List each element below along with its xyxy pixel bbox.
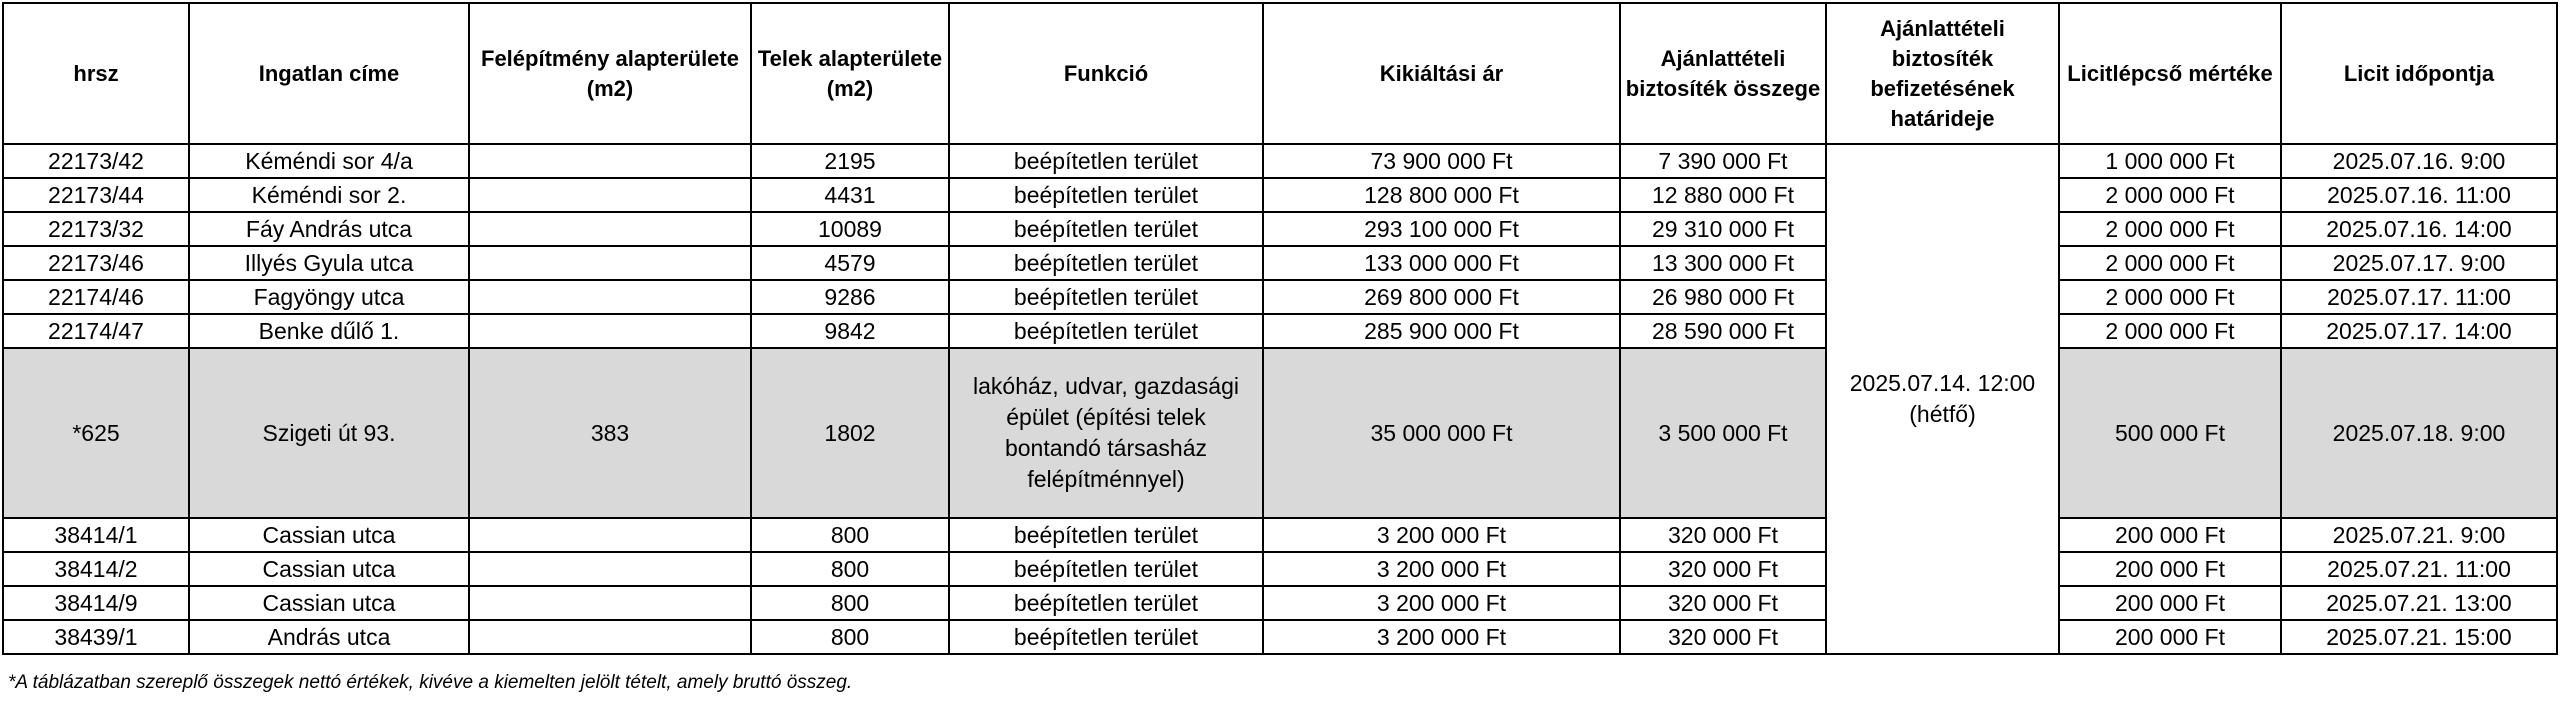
cell-starting-price: 3 200 000 Ft [1263,586,1620,620]
cell-auction-time: 2025.07.16. 9:00 [2281,144,2557,178]
cell-deposit: 320 000 Ft [1620,552,1826,586]
cell-auction-time: 2025.07.21. 15:00 [2281,620,2557,654]
cell-deposit: 29 310 000 Ft [1620,212,1826,246]
cell-bid-step: 2 000 000 Ft [2059,246,2281,280]
table-row [3,178,2557,212]
table-row [3,314,2557,348]
cell-address: Fáy András utca [189,212,469,246]
cell-address: Cassian utca [189,586,469,620]
cell-deposit-deadline: 2025.07.14. 12:00 (hétfő) [1826,144,2059,654]
table-row [3,620,2557,654]
cell-starting-price: 128 800 000 Ft [1263,178,1620,212]
cell-bid-step: 1 000 000 Ft [2059,144,2281,178]
table-row [3,144,2557,178]
cell-bid-step: 500 000 Ft [2059,348,2281,518]
cell-address: Illyés Gyula utca [189,246,469,280]
col-header-function: Funkció [949,3,1263,144]
cell-address: András utca [189,620,469,654]
cell-hrsz: 38414/2 [3,552,189,586]
cell-hrsz: 22173/42 [3,144,189,178]
cell-auction-time: 2025.07.16. 11:00 [2281,178,2557,212]
cell-bid-step: 2 000 000 Ft [2059,212,2281,246]
cell-function: lakóház, udvar, gazdasági épület (építési telek bontandó társasház felépítménnyel) [949,348,1263,518]
cell-plot-area: 800 [751,620,949,654]
cell-hrsz: 38439/1 [3,620,189,654]
cell-address: Cassian utca [189,552,469,586]
cell-starting-price: 73 900 000 Ft [1263,144,1620,178]
cell-auction-time: 2025.07.21. 13:00 [2281,586,2557,620]
cell-building-area [469,314,751,348]
cell-starting-price: 3 200 000 Ft [1263,518,1620,552]
header-row [3,3,2557,144]
cell-function: beépítetlen terület [949,212,1263,246]
footnote: *A táblázatban szereplő összegek nettó értékek, kivéve a kiemelten jelölt tételt, amely bruttó összeg. [8,672,853,693]
cell-starting-price: 3 200 000 Ft [1263,552,1620,586]
cell-starting-price: 3 200 000 Ft [1263,620,1620,654]
cell-address: Fagyöngy utca [189,280,469,314]
cell-hrsz: 22173/44 [3,178,189,212]
cell-auction-time: 2025.07.17. 14:00 [2281,314,2557,348]
cell-hrsz: 22173/46 [3,246,189,280]
cell-deposit: 3 500 000 Ft [1620,348,1826,518]
cell-bid-step: 2 000 000 Ft [2059,280,2281,314]
cell-starting-price: 35 000 000 Ft [1263,348,1620,518]
cell-function: beépítetlen terület [949,246,1263,280]
table-row [3,552,2557,586]
cell-bid-step: 2 000 000 Ft [2059,314,2281,348]
cell-hrsz: 38414/1 [3,518,189,552]
cell-auction-time: 2025.07.21. 11:00 [2281,552,2557,586]
cell-function: beépítetlen terület [949,144,1263,178]
cell-auction-time: 2025.07.21. 9:00 [2281,518,2557,552]
cell-function: beépítetlen terület [949,586,1263,620]
cell-function: beépítetlen terület [949,280,1263,314]
cell-building-area: 383 [469,348,751,518]
cell-starting-price: 269 800 000 Ft [1263,280,1620,314]
cell-auction-time: 2025.07.16. 14:00 [2281,212,2557,246]
cell-hrsz: 38414/9 [3,586,189,620]
auction-table [2,2,2558,655]
cell-hrsz: 22174/47 [3,314,189,348]
col-header-auction-time: Licit időpontja [2281,3,2557,144]
cell-address: Benke dűlő 1. [189,314,469,348]
cell-bid-step: 200 000 Ft [2059,552,2281,586]
cell-function: beépítetlen terület [949,552,1263,586]
cell-hrsz: 22173/32 [3,212,189,246]
table-row [3,212,2557,246]
cell-plot-area: 800 [751,586,949,620]
cell-address: Szigeti út 93. [189,348,469,518]
table-row [3,586,2557,620]
cell-bid-step: 2 000 000 Ft [2059,178,2281,212]
table-row [3,518,2557,552]
cell-bid-step: 200 000 Ft [2059,518,2281,552]
cell-address: Cassian utca [189,518,469,552]
cell-plot-area: 800 [751,518,949,552]
cell-hrsz: *625 [3,348,189,518]
cell-deposit: 26 980 000 Ft [1620,280,1826,314]
cell-plot-area: 4579 [751,246,949,280]
cell-bid-step: 200 000 Ft [2059,586,2281,620]
cell-starting-price: 133 000 000 Ft [1263,246,1620,280]
table-row [3,246,2557,280]
cell-plot-area: 1802 [751,348,949,518]
cell-bid-step: 200 000 Ft [2059,620,2281,654]
table-row [3,280,2557,314]
cell-deposit: 12 880 000 Ft [1620,178,1826,212]
cell-deposit: 7 390 000 Ft [1620,144,1826,178]
cell-plot-area: 4431 [751,178,949,212]
cell-deposit: 28 590 000 Ft [1620,314,1826,348]
cell-building-area [469,620,751,654]
cell-building-area [469,144,751,178]
cell-building-area [469,178,751,212]
col-header-starting-price: Kikiáltási ár [1263,3,1620,144]
cell-deposit: 320 000 Ft [1620,586,1826,620]
cell-function: beépítetlen terület [949,178,1263,212]
cell-hrsz: 22174/46 [3,280,189,314]
cell-plot-area: 10089 [751,212,949,246]
col-header-plot-area: Telek alapterülete (m2) [751,3,949,144]
cell-auction-time: 2025.07.18. 9:00 [2281,348,2557,518]
col-header-bid-step: Licitlépcső mértéke [2059,3,2281,144]
cell-deposit: 320 000 Ft [1620,518,1826,552]
cell-plot-area: 9286 [751,280,949,314]
col-header-deposit: Ajánlattételi biztosíték összege [1620,3,1826,144]
table-row-highlighted [3,348,2557,518]
cell-address: Kéméndi sor 2. [189,178,469,212]
cell-building-area [469,552,751,586]
cell-building-area [469,518,751,552]
cell-deposit: 13 300 000 Ft [1620,246,1826,280]
cell-starting-price: 285 900 000 Ft [1263,314,1620,348]
col-header-hrsz: hrsz [3,3,189,144]
cell-plot-area: 2195 [751,144,949,178]
cell-starting-price: 293 100 000 Ft [1263,212,1620,246]
cell-plot-area: 800 [751,552,949,586]
cell-auction-time: 2025.07.17. 9:00 [2281,246,2557,280]
col-header-building-area: Felépítmény alapterülete (m2) [469,3,751,144]
cell-plot-area: 9842 [751,314,949,348]
cell-function: beépítetlen terület [949,314,1263,348]
cell-building-area [469,280,751,314]
cell-building-area [469,246,751,280]
cell-building-area [469,212,751,246]
cell-building-area [469,586,751,620]
cell-function: beépítetlen terület [949,518,1263,552]
cell-deposit: 320 000 Ft [1620,620,1826,654]
col-header-address: Ingatlan címe [189,3,469,144]
cell-function: beépítetlen terület [949,620,1263,654]
cell-auction-time: 2025.07.17. 11:00 [2281,280,2557,314]
col-header-deposit-deadline: Ajánlattételi biztosíték befizetésének határideje [1826,3,2059,144]
cell-address: Kéméndi sor 4/a [189,144,469,178]
